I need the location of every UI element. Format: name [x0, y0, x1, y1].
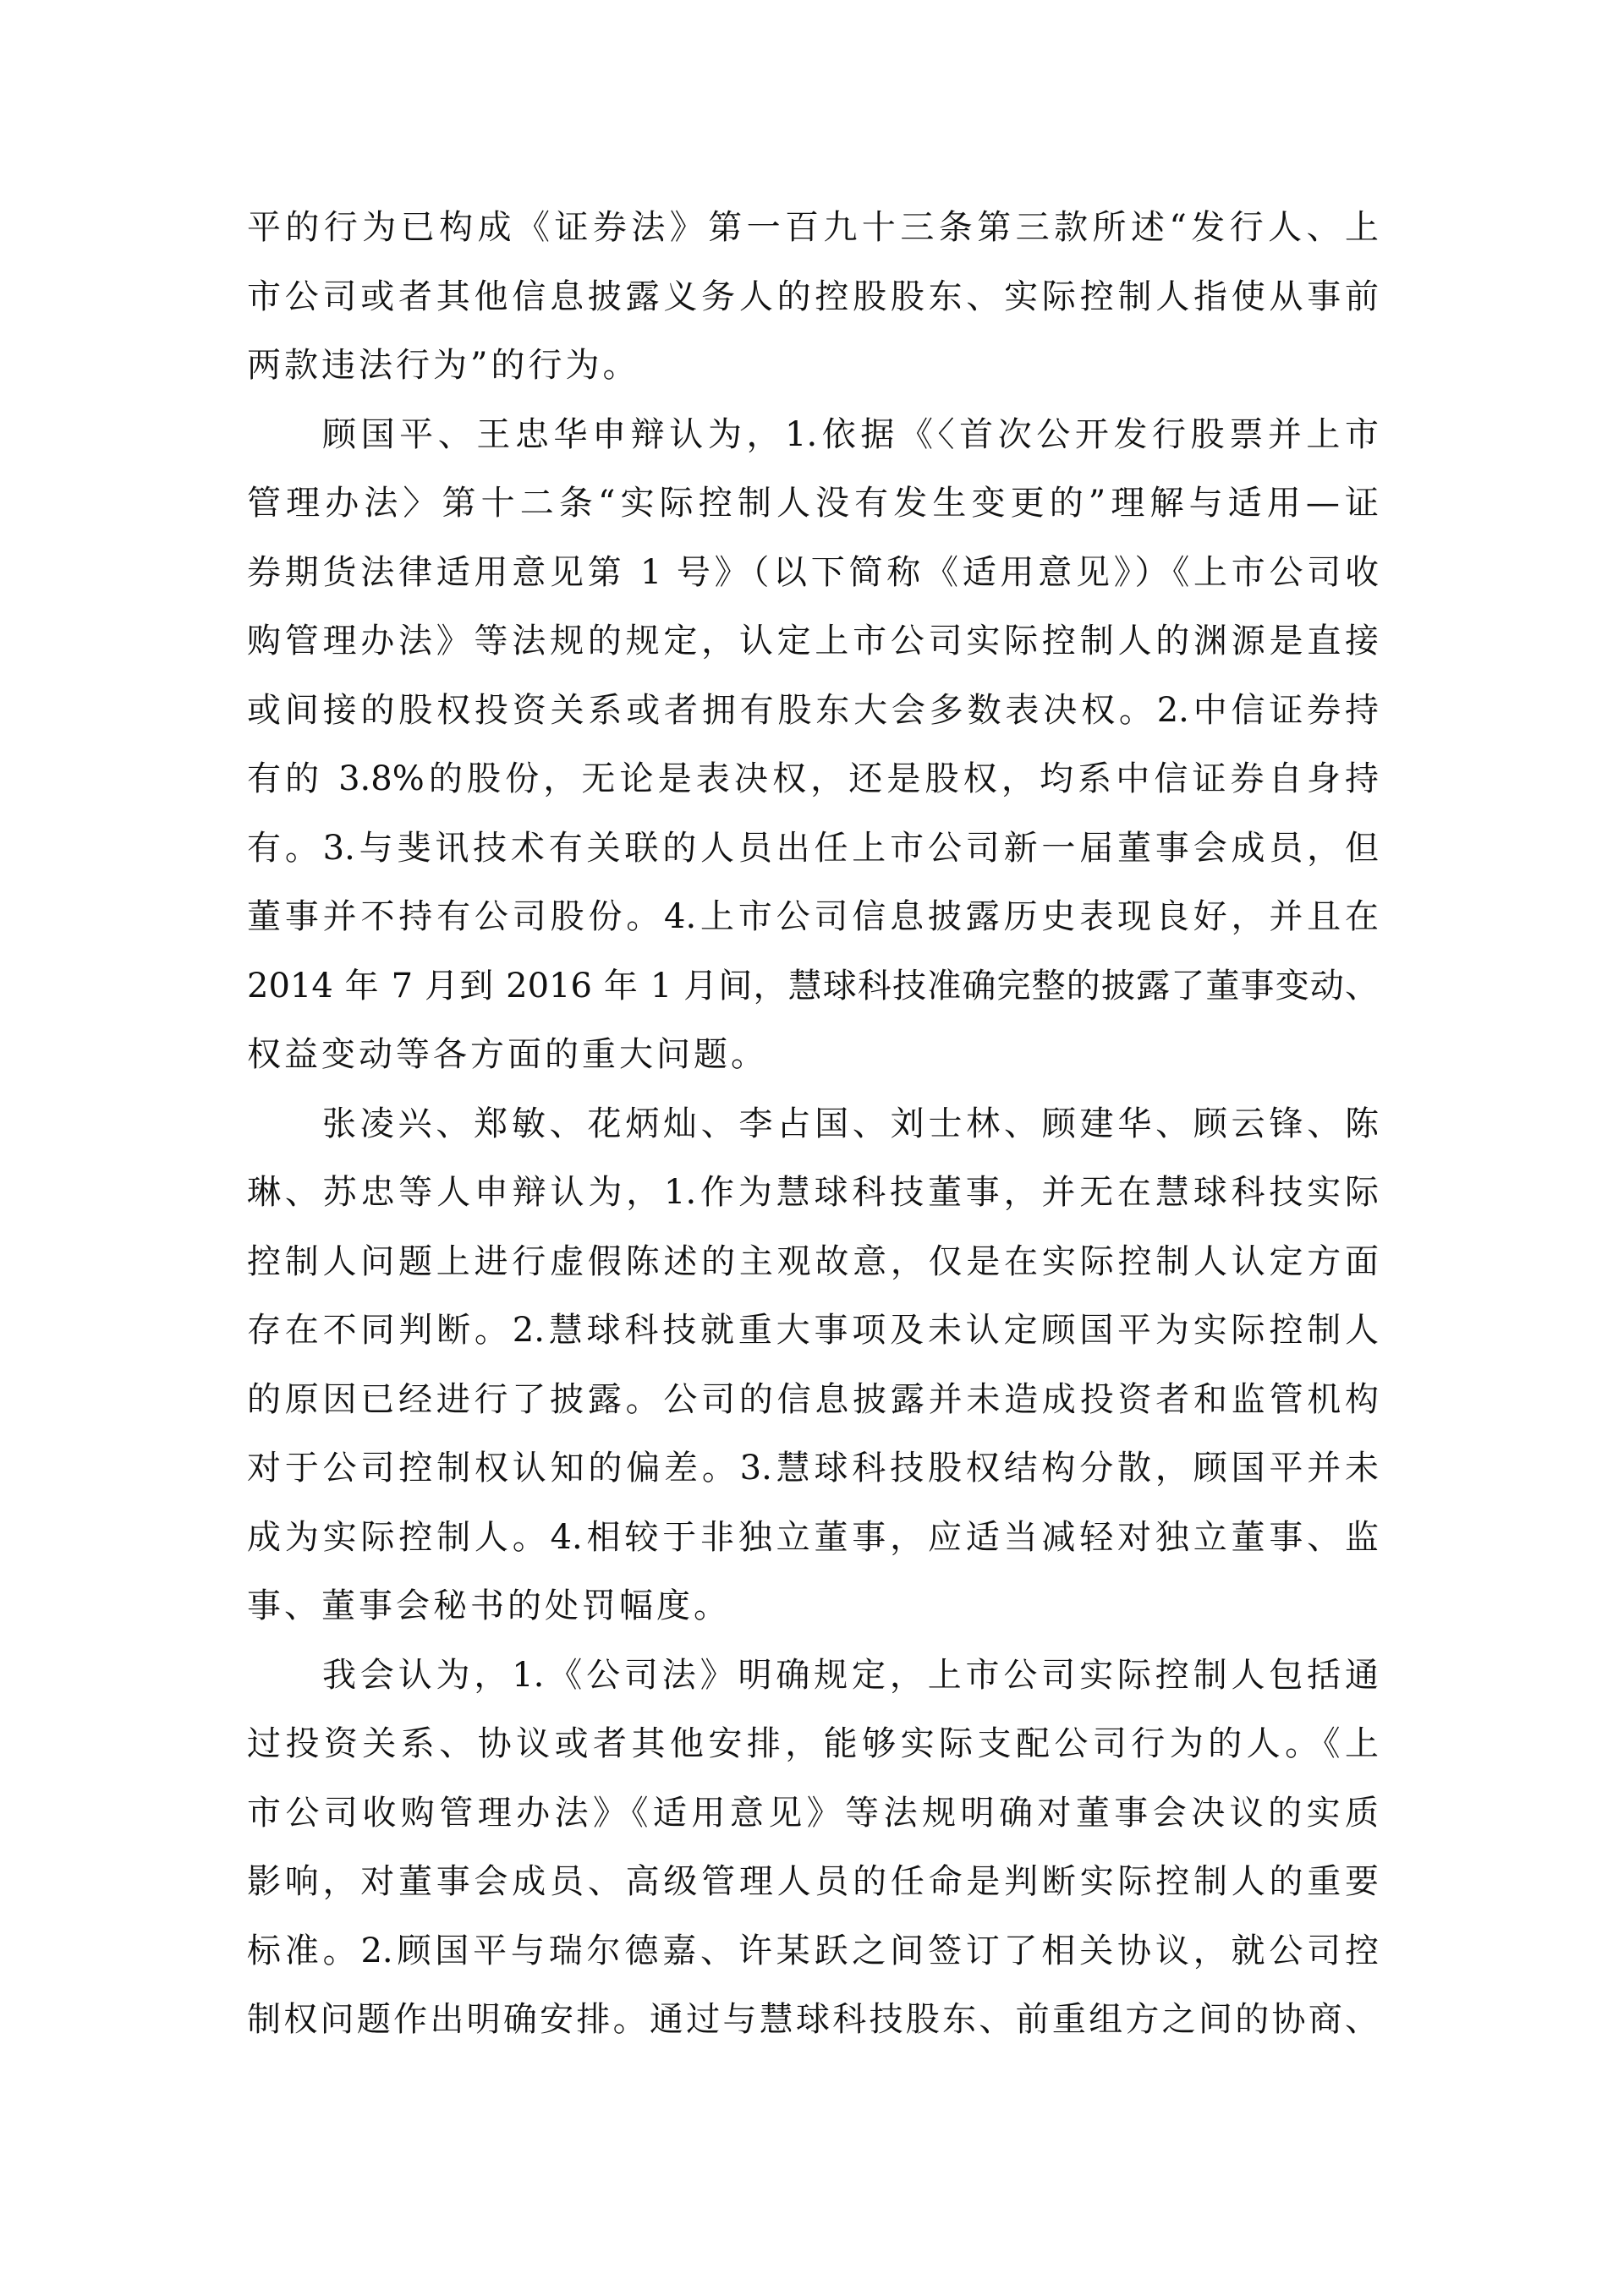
text-line: 标准。2.顾国平与瑞尔德嘉、许某跃之间签订了相关协议，就公司控	[247, 1931, 1379, 1970]
text-line: 两款违法行为”的行为。	[247, 346, 640, 385]
text-line: 的原因已经进行了披露。公司的信息披露并未造成投资者和监管机构	[247, 1379, 1379, 1419]
paragraph-p1-continuation	[247, 194, 1379, 401]
text-line: 市公司收购管理办法》《适用意见》等法规明确对董事会决议的实质	[247, 1793, 1379, 1833]
text-line: 购管理办法》等法规的规定，认定上市公司实际控制人的渊源是直接	[247, 622, 1379, 660]
text-line: 过投资关系、协议或者其他安排，能够实际支配公司行为的人。《上	[247, 1724, 1379, 1763]
document-page	[247, 194, 1379, 2055]
text-line: 成为实际控制人。4.相较于非独立董事，应适当减轻对独立董事、监	[247, 1517, 1379, 1557]
text-line: 张凌兴、郑敏、花炳灿、李占国、刘士林、顾建华、顾云锋、陈	[322, 1104, 1379, 1143]
text-line: 琳、苏忠等人申辩认为，1.作为慧球科技董事，并无在慧球科技实际	[247, 1173, 1379, 1212]
text-line: 有。3.与斐讯技术有关联的人员出任上市公司新一届董事会成员，但	[247, 828, 1379, 868]
text-line: 管理办法〉第十二条“实际控制人没有发生变更的”理解与适用—证	[247, 484, 1379, 523]
text-line: 顾国平、王忠华申辩认为，1.依据《〈首次公开发行股票并上市	[322, 414, 1379, 454]
text-line: 券期货法律适用意见第 1 号》（以下简称《适用意见》）《上市公司收	[247, 552, 1379, 592]
text-line: 或间接的股权投资关系或者拥有股东大会多数表决权。2.中信证券持	[247, 690, 1379, 730]
text-line: 存在不同判断。2.慧球科技就重大事项及未认定顾国平为实际控制人	[247, 1311, 1379, 1350]
text-line: 董事并不持有公司股份。4.上市公司信息披露历史表现良好，并且在	[247, 897, 1379, 936]
text-line: 制权问题作出明确安排。通过与慧球科技股东、前重组方之间的协商、	[247, 2000, 1379, 2039]
text-line: 平的行为已构成《证券法》第一百九十三条第三款所述“发行人、上	[247, 208, 1379, 247]
text-line: 事、董事会秘书的处罚幅度。	[247, 1586, 731, 1625]
paragraph-gu-wang-defense	[247, 401, 1379, 1090]
paragraph-directors-defense	[247, 1090, 1379, 1641]
text-line: 我会认为，1.《公司法》明确规定，上市公司实际控制人包括通	[322, 1655, 1379, 1695]
text-line: 2014 年 7 月到 2016 年 1 月间，慧球科技准确完整的披露了董事变动、	[247, 966, 1379, 1006]
text-line: 权益变动等各方面的重大问题。	[247, 1035, 768, 1074]
text-line: 影响，对董事会成员、高级管理人员的任命是判断实际控制人的重要	[247, 1862, 1379, 1901]
text-line: 控制人问题上进行虚假陈述的主观故意，仅是在实际控制人认定方面	[247, 1241, 1379, 1281]
text-line: 对于公司控制权认知的偏差。3.慧球科技股权结构分散，顾国平并未	[247, 1449, 1379, 1488]
text-line: 市公司或者其他信息披露义务人的控股股东、实际控制人指使从事前	[247, 277, 1379, 316]
paragraph-commission-view	[247, 1641, 1379, 2055]
text-line: 有的 3.8%的股份，无论是表决权，还是股权，均系中信证券自身持	[247, 759, 1379, 798]
